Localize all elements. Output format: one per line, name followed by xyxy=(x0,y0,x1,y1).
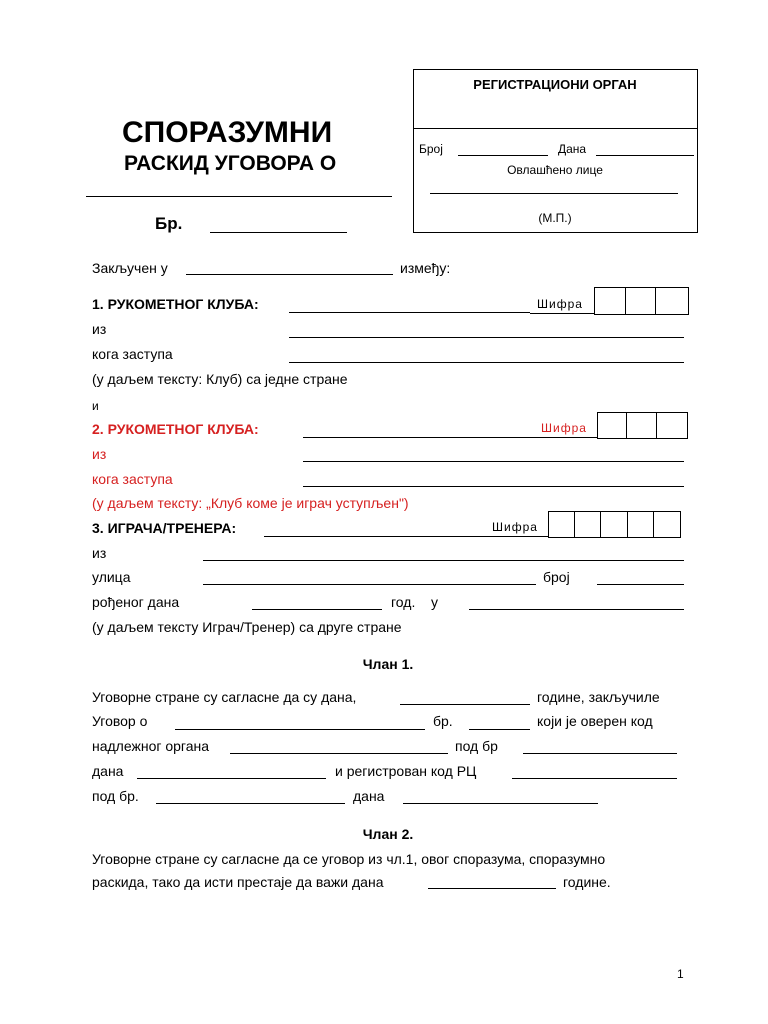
title-number-label: Бр. xyxy=(155,214,183,233)
registration-stamp-label: (М.П.) xyxy=(538,211,572,225)
party3-code-underline xyxy=(488,536,549,537)
party1-note: (у даљем тексту: Клуб) са једне стране xyxy=(92,371,348,387)
registration-authorized-label: Овлашћено лице xyxy=(507,163,603,177)
party2-heading: 2. РУКОМЕТНОГ КЛУБА: xyxy=(92,421,259,437)
registration-date-label: Дана xyxy=(558,142,587,156)
article1-registered-label: и регистрован код РЦ xyxy=(335,763,477,779)
party3-code-label: Шифра xyxy=(492,520,538,534)
party3-in-label: у xyxy=(431,594,438,610)
article1-dated-label: дана xyxy=(92,763,124,779)
party1-represented-field[interactable] xyxy=(289,362,684,363)
party2-note: (у даљем тексту: „Клуб коме је играч уступљен") xyxy=(92,495,409,511)
title-line2: РАСКИД УГОВОРА О xyxy=(124,152,337,175)
party3-name-field[interactable] xyxy=(264,536,488,537)
article2-heading: Члан 2. xyxy=(362,826,414,842)
party2-code-label: Шифра xyxy=(541,421,587,435)
party2-code-cells[interactable] xyxy=(597,412,688,439)
party2-number: 2 xyxy=(92,421,100,437)
party3-born-place-field[interactable] xyxy=(469,609,684,610)
article1-date-field[interactable] xyxy=(400,704,530,705)
article1-line1-text: Уговорне стране су сагласне да су дана, xyxy=(92,689,357,705)
concluded-in-field[interactable] xyxy=(186,274,393,275)
registration-date-field[interactable] xyxy=(596,155,694,156)
article2-line2-text: раскида, тако да исти престаје да важи дана xyxy=(92,874,384,890)
party3-street-label: улица xyxy=(92,569,131,585)
registration-number-field[interactable] xyxy=(458,155,548,156)
party2-heading-text: РУКОМЕТНОГ КЛУБА: xyxy=(107,421,259,437)
article1-number-label: бр. xyxy=(433,713,453,729)
party1-from-field[interactable] xyxy=(289,337,684,338)
party2-represented-field[interactable] xyxy=(303,486,684,487)
article1-reg-number-label: под бр. xyxy=(92,788,139,804)
party2-name-field[interactable] xyxy=(303,437,535,438)
registration-box xyxy=(413,69,698,233)
party2-code-underline xyxy=(535,437,598,438)
article1-under-no-field[interactable] xyxy=(523,753,677,754)
party3-note: (у даљем тексту Играч/Тренер) са друге стране xyxy=(92,619,402,635)
article1-contract-field[interactable] xyxy=(175,729,425,730)
party3-from-field[interactable] xyxy=(203,560,684,561)
party3-born-date-field[interactable] xyxy=(252,609,382,610)
party1-heading: 1. РУКОМЕТНОГ КЛУБА: xyxy=(92,296,259,312)
title-line1: СПОРАЗУМНИ xyxy=(122,116,333,149)
party3-house-number-label: број xyxy=(543,569,570,585)
registration-authorized-field[interactable] xyxy=(430,193,678,194)
title-number-field[interactable] xyxy=(210,232,347,233)
party3-heading: 3. ИГРАЧА/ТРЕНЕРА: xyxy=(92,520,237,536)
party3-born-label: рођеног дана xyxy=(92,594,180,610)
article2-line1: Уговорне стране су сагласне да се уговор из чл.1, овог споразума, споразумно xyxy=(92,851,606,867)
article1-reg-date-field[interactable] xyxy=(403,803,598,804)
article1-dated-field[interactable] xyxy=(137,778,326,779)
article1-authority-label: надлежног органа xyxy=(92,738,210,754)
party3-street-field[interactable] xyxy=(203,584,536,585)
party1-code-cells[interactable] xyxy=(594,287,689,315)
between-label: између: xyxy=(400,260,451,276)
article1-verified-label: који је оверен код xyxy=(537,713,653,729)
party3-code-cells[interactable] xyxy=(548,511,681,538)
article2-line2-end: године. xyxy=(563,874,611,890)
party1-number: 1 xyxy=(92,296,100,312)
page-number: 1 xyxy=(677,967,684,981)
party1-name-field[interactable] xyxy=(289,312,530,313)
party1-from-label: из xyxy=(92,321,107,337)
article1-under-no-label: под бр xyxy=(455,738,498,754)
article1-registered-field[interactable] xyxy=(512,778,677,779)
party2-from-label: из xyxy=(92,446,107,462)
article1-heading: Члан 1. xyxy=(362,656,414,672)
party1-represented-label: кога заступа xyxy=(92,346,173,362)
party3-from-label: из xyxy=(92,545,107,561)
registration-box-divider xyxy=(413,128,697,129)
article1-reg-number-field[interactable] xyxy=(156,803,345,804)
party3-year-label: год. xyxy=(391,594,416,610)
concluded-in-label: Закључен у xyxy=(92,260,168,276)
party2-from-field[interactable] xyxy=(303,461,684,462)
article1-contract-label: Уговор о xyxy=(92,713,148,729)
article1-authority-field[interactable] xyxy=(230,753,448,754)
article1-number-field[interactable] xyxy=(469,729,530,730)
registration-number-label: Број xyxy=(419,142,443,156)
party3-house-number-field[interactable] xyxy=(597,584,684,585)
party1-heading-text: РУКОМЕТНОГ КЛУБА: xyxy=(107,296,259,312)
article2-date-field[interactable] xyxy=(428,888,556,889)
title-underline xyxy=(86,196,392,197)
article1-reg-date-label: дана xyxy=(353,788,385,804)
party1-code-label: Шифра xyxy=(537,297,583,311)
and-label: и xyxy=(92,399,99,413)
registration-heading: РЕГИСТРАЦИОНИ ОРГАН xyxy=(473,77,637,92)
party1-code-underline xyxy=(530,313,595,314)
article1-line1-end: године, закључиле xyxy=(537,689,660,705)
party2-represented-label: кога заступа xyxy=(92,471,173,487)
